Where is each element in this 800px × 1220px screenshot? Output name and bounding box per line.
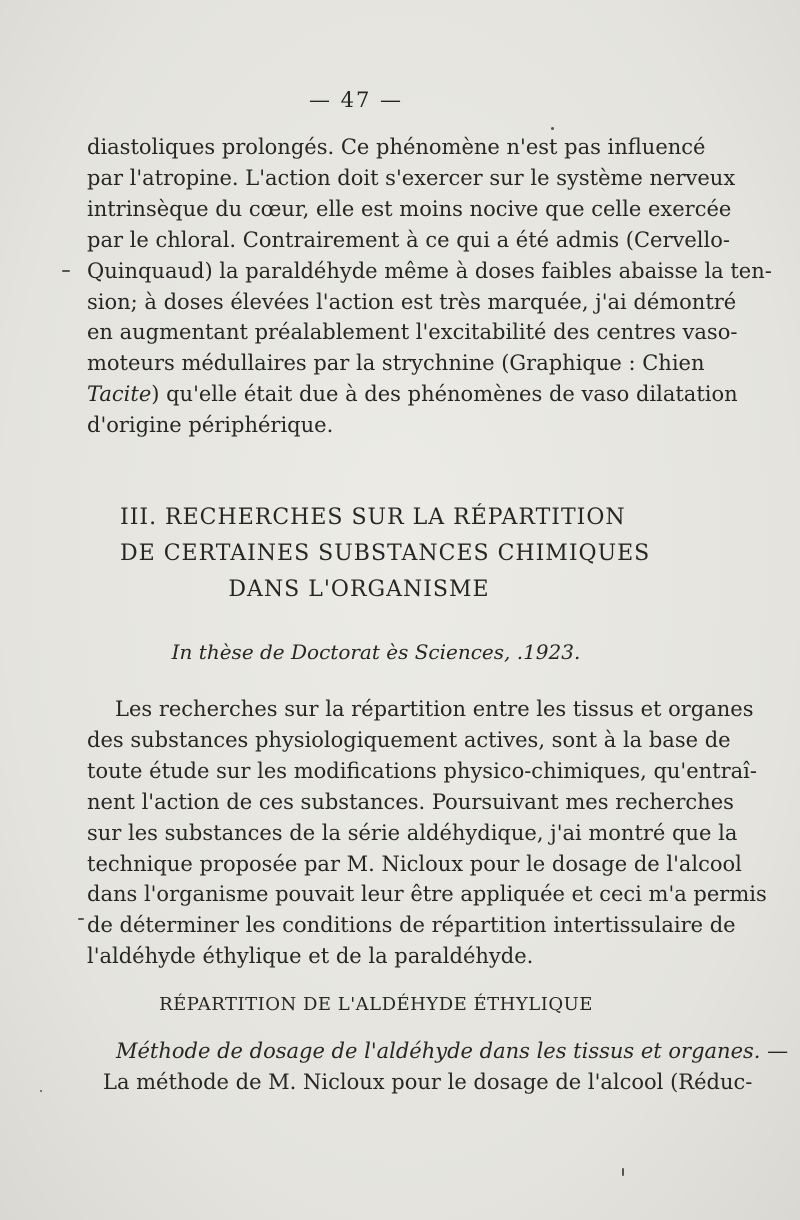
- text-line: [87, 379, 738, 410]
- section-title: [120, 500, 651, 608]
- text-line: nent l'action de ces substances. Poursuivant mes recherches: [87, 789, 734, 814]
- text-line: diastoliques prolongés. Ce phénomène n'est pas influencé: [87, 135, 706, 159]
- paragraph-recherches: [87, 694, 767, 972]
- text-line: intrinsèque du cœur, elle est moins nocive que celle exercée: [87, 196, 732, 221]
- text-line: en augmentant préalablement l'excitabilité des centres vaso-: [87, 320, 738, 345]
- ink-speck: [62, 270, 70, 272]
- text-fragment: ) qu'elle était due à des phénomènes de vaso dilatation: [151, 382, 738, 407]
- text-line: par l'atropine. L'action doit s'exercer sur le système nerveux: [87, 165, 736, 190]
- text-line: l'aldéhyde éthylique et de la paraldéhyde.: [87, 944, 534, 969]
- text-line: d'origine périphérique.: [87, 413, 334, 438]
- text-line: de déterminer les conditions de répartition intertissulaire de: [87, 913, 736, 938]
- page-number: — 47 —: [308, 88, 404, 112]
- text-line: technique proposée par M. Nicloux pour le dosage de l'alcool: [87, 851, 742, 876]
- citation: In thèse de Doctorat ès Sciences, .1923.: [171, 640, 581, 664]
- section-title-line: DANS L'ORGANISME: [228, 577, 490, 602]
- text-line: des substances physiologiquement actives, sont à la base de: [87, 727, 731, 752]
- text-line: moteurs médullaires par la strychnine (Graphique : Chien: [87, 351, 705, 376]
- text-line: par le chloral. Contrairement à ce qui a été admis (Cervello-: [87, 227, 730, 252]
- ink-speck: [40, 1090, 42, 1092]
- paragraph-methode: [103, 1036, 789, 1098]
- ink-speck: [622, 1168, 624, 1176]
- sub-heading: RÉPARTITION DE L'ALDÉHYDE ÉTHYLIQUE: [159, 994, 593, 1015]
- text-line: Les recherches sur la répartition entre les tissus et organes: [115, 697, 754, 721]
- paragraph-atropine-paraldehyde: [87, 132, 772, 441]
- text-line: La méthode de M. Nicloux pour le dosage de l'alcool (Réduc-: [103, 1070, 753, 1094]
- italic-name: Tacite: [87, 382, 152, 407]
- ink-speck: [551, 127, 554, 130]
- section-title-line: III. RECHERCHES SUR LA RÉPARTITION: [120, 505, 626, 530]
- text-line: toute étude sur les modifications physico-chimiques, qu'entraî-: [87, 758, 757, 783]
- text-line: dans l'organisme pouvait leur être appliquée et ceci m'a permis: [87, 882, 767, 907]
- text-line: Quinquaud) la paraldéhyde même à doses faibles abaisse la ten-: [87, 258, 772, 283]
- text-line: Méthode de dosage de l'aldéhyde dans les tissus et organes. —: [116, 1039, 789, 1063]
- ink-speck: [78, 918, 84, 920]
- section-title-line: DE CERTAINES SUBSTANCES CHIMIQUES: [120, 541, 651, 566]
- text-line: sur les substances de la série aldéhydique, j'ai montré que la: [87, 820, 738, 845]
- text-line: sion; à doses élevées l'action est très marquée, j'ai démontré: [87, 289, 737, 314]
